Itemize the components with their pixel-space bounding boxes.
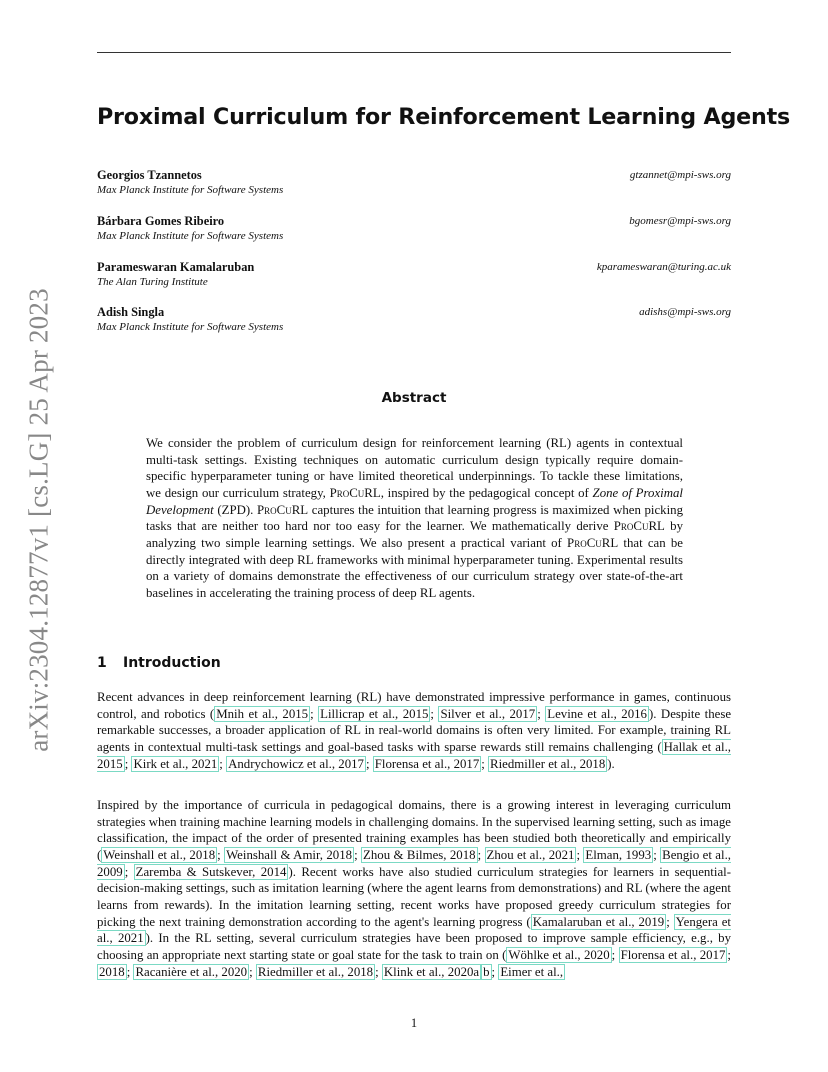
- procurl-name: ProCuRL: [257, 502, 309, 517]
- citation-link[interactable]: Elman, 1993: [585, 847, 652, 862]
- citation-link[interactable]: Bengio et al., 2009: [97, 847, 731, 879]
- arxiv-id: arXiv:2304.12877v1 [cs.LG] 25 Apr 2023: [23, 288, 54, 752]
- author-block: [97, 168, 731, 204]
- paper-title: Proximal Curriculum for Reinforcement Learning Agents: [97, 104, 790, 130]
- citation-link[interactable]: Florensa et al., 2017: [374, 756, 480, 771]
- top-rule: [97, 52, 731, 53]
- author-name: Georgios Tzannetos: [97, 168, 202, 182]
- intro-paragraph-1: Recent advances in deep reinforcement learning (RL) have demonstrated impressive performance in games, continuous control, and robotics ( Mnih et al., 2015 ; Lillicrap et al., 2015 ; Silver et al., 2017 ; Levine et al., 2016 ). Despite these remarkable successes, a broader application of RL in real-world domains is often very limited. For example, training RL agents in contextual multi-task settings and goal-based tasks with sparse rewards still remains challenging ( Hallak et al., 2015 ; Kirk et al., 2021 ; Andrychowicz et al., 2017 ; Florensa et al., 2017 ; Riedmiller et al., 2018 ).: [97, 690, 732, 771]
- abstract-heading: Abstract: [381, 390, 447, 406]
- author-name: Bárbara Gomes Ribeiro: [97, 214, 225, 228]
- procurl-name: ProCuRL: [329, 485, 381, 500]
- citation-link[interactable]: Andrychowicz et al., 2017: [228, 756, 364, 771]
- section-title: Introduction: [123, 655, 221, 671]
- section-number: 1: [97, 655, 107, 671]
- citation-link[interactable]: Zhou & Bilmes, 2018: [363, 847, 476, 862]
- author-email[interactable]: gtzannet@mpi-sws.org: [629, 169, 731, 181]
- author-block: [97, 260, 731, 296]
- citation-link[interactable]: Zhou et al., 2021: [486, 847, 575, 862]
- author-name: Adish Singla: [97, 305, 165, 319]
- citation-link[interactable]: Kirk et al., 2021: [133, 756, 218, 771]
- author-name: Parameswaran Kamalaruban: [97, 260, 255, 274]
- citation-link[interactable]: Wöhlke et al., 2020: [508, 947, 610, 962]
- author-block: [97, 214, 731, 250]
- citation-link[interactable]: Lillicrap et al., 2015: [320, 706, 429, 721]
- citation-link[interactable]: Eimer et al.,: [500, 964, 564, 979]
- intro-paragraph-2: Inspired by the importance of curricula in pedagogical domains, there is a growing interest in leveraging curriculum strategies when training machine learning models in challenging domains. In the supervised learning setting, such as image classification, the impact of the order of presented training examples has been studied both theoretically and empirically ( Weinshall et al., 2018 ; Weinshall & Amir, 2018 ; Zhou & Bilmes, 2018 ; Zhou et al., 2021 ; Elman, 1993 ; Bengio et al., 2009 ; Zaremba & Sutskever, 2014 ). Recent works have also studied curriculum strategies for learners in sequential-decision-making settings, such as imitation learning (where the agent learns from demonstrations) and RL (where the agent learns from rewards). In the imitation learning setting, recent works have proposed greedy curriculum strategies for picking the next training demonstration according to the agent's learning progress ( Kamalaruban et al., 2019 ; Yengera et al., 2021 ). In the RL setting, several curriculum strategies have been proposed to improve sample efficiency, e.g., by choosing an appropriate next starting state or goal state for the task to train on ( Wöhlke et al., 2020 ; Florensa et al., 2017 ; 2018 ; Racanière et al., 2020 ; Riedmiller et al., 2018 ; Klink et al., 2020a b ; Eimer et al.,: [97, 798, 731, 979]
- author-affiliation: Max Planck Institute for Software Systems: [97, 184, 284, 196]
- section-heading: [97, 655, 221, 671]
- citation-link[interactable]: Yengera et al., 2021: [97, 914, 731, 946]
- abstract-text: We consider the problem of curriculum design for reinforcement learning (RL) agents in contextual multi-task settings. Existing techniques on automatic curriculum design typically require domain-specific hyperparameter tuning or have limited theoretical underpinnings. To tackle these limitations, we design our curriculum strategy, ProCuRL, inspired by the pedagogical concept of Zone of Proximal Development (ZPD). ProCuRL captures the intuition that learning progress is maximized when picking tasks that are neither too hard nor too easy for the learner. We mathematically derive ProCuRL by analyzing two simple learning settings. We also present a practical variant of ProCuRL that can be directly integrated with deep RL frameworks with minimal hyperparameter tuning. Experimental results on a variety of domains demonstrate the effectiveness of our curriculum strategy over state-of-the-art baselines in accelerating the training process of deep RL agents.: [146, 436, 684, 600]
- citation-link[interactable]: Levine et al., 2016: [547, 706, 647, 721]
- author-block: [97, 305, 731, 341]
- citation-link[interactable]: Kamalaruban et al., 2019: [532, 914, 665, 929]
- citation-link[interactable]: Weinshall et al., 2018: [103, 847, 216, 862]
- author-affiliation: Max Planck Institute for Software Systems: [97, 230, 284, 242]
- author-email[interactable]: bgomesr@mpi-sws.org: [629, 215, 731, 227]
- citation-link[interactable]: Zaremba & Sutskever, 2014: [135, 864, 287, 879]
- citation-link[interactable]: b: [483, 964, 490, 979]
- citation-link[interactable]: Weinshall & Amir, 2018: [226, 847, 353, 862]
- procurl-name: ProCuRL: [567, 535, 619, 550]
- citation-link[interactable]: Racanière et al., 2020: [135, 964, 248, 979]
- citation-link[interactable]: Hallak et al., 2015: [97, 739, 731, 771]
- citation-link[interactable]: Mnih et al., 2015: [216, 706, 309, 721]
- author-affiliation: The Alan Turing Institute: [97, 276, 208, 288]
- procurl-name: ProCuRL: [613, 519, 665, 534]
- citation-link[interactable]: Riedmiller et al., 2018: [490, 756, 606, 771]
- citation-link[interactable]: Florensa et al., 2017: [620, 947, 726, 962]
- citation-link[interactable]: Silver et al., 2017: [440, 706, 536, 721]
- author-email[interactable]: kparameswaran@turing.ac.uk: [596, 261, 731, 273]
- citation-link[interactable]: 2018: [99, 964, 125, 979]
- author-affiliation: Max Planck Institute for Software Systems: [97, 321, 284, 333]
- citation-link[interactable]: Riedmiller et al., 2018: [257, 964, 374, 979]
- page-number: 1: [410, 1016, 418, 1030]
- citation-link[interactable]: Klink et al., 2020a: [383, 964, 480, 979]
- author-email[interactable]: adishs@mpi-sws.org: [639, 306, 731, 318]
